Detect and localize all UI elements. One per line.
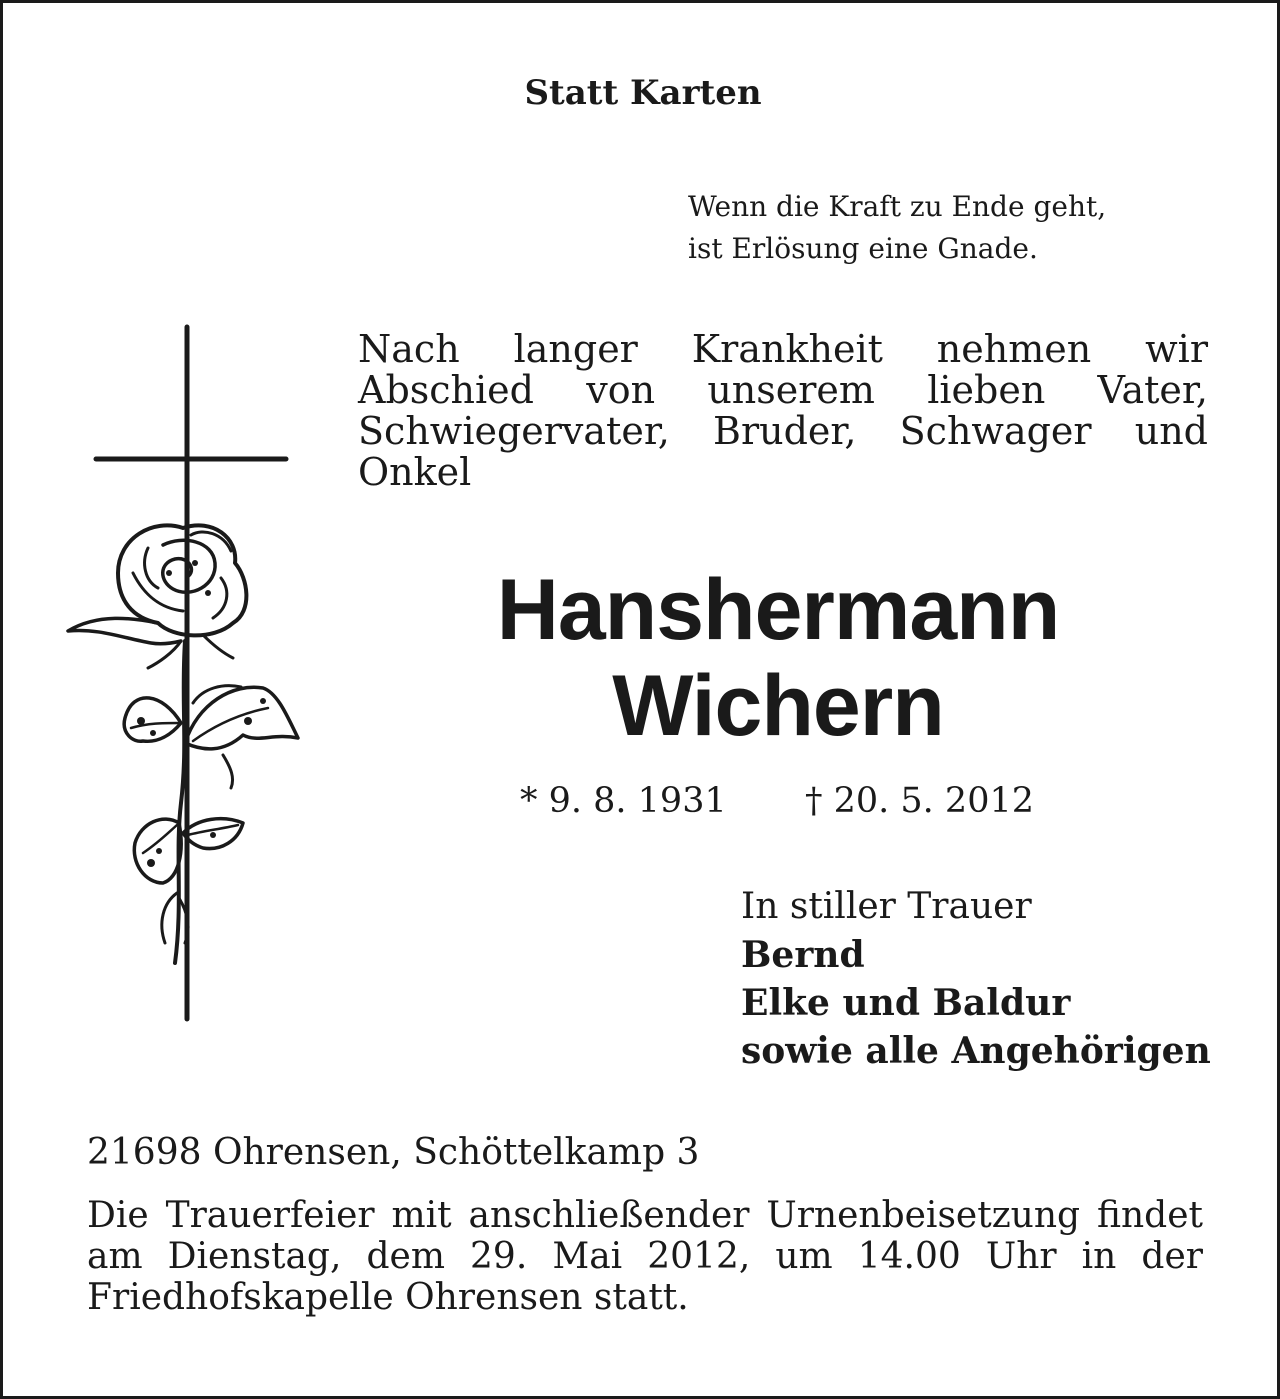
header-title: Statt Karten: [524, 73, 762, 113]
death-date: † 20. 5. 2012: [805, 781, 1035, 821]
mourners-intro: In stiller Trauer: [741, 886, 1032, 927]
motto-line-1: Wenn die Kraft zu Ende geht,: [688, 190, 1107, 223]
intro-text: Nach langer Krankheit nehmen wir Abschied von unserem lieben Vater, Schwiegervater, Bruder, Schwager und Onkel: [358, 327, 1208, 494]
mourners-block: [741, 883, 1211, 1075]
birth-date: * 9. 8. 1931: [520, 781, 727, 821]
ceremony-text: Die Trauerfeier mit anschließender Urnenbeisetzung findet am Dienstag, dem 29. Mai 2012, um 14.00 Uhr in der Friedhofskapelle Ohrensen statt.: [87, 1195, 1203, 1318]
cross-with-rose-icon: [63, 323, 313, 1023]
address: 21698 Ohrensen, Schöttelkamp 3: [87, 1132, 700, 1173]
motto-line-2: ist Erlösung eine Gnade.: [688, 232, 1038, 265]
mourner-name: Elke und Baldur: [741, 982, 1071, 1024]
deceased-first-name: Hanshermann: [496, 562, 1060, 658]
motto: [688, 186, 1106, 270]
deceased-last-name: Wichern: [612, 658, 944, 754]
mourner-name: sowie alle Angehörigen: [741, 1030, 1211, 1072]
mourner-name: Bernd: [741, 934, 865, 976]
